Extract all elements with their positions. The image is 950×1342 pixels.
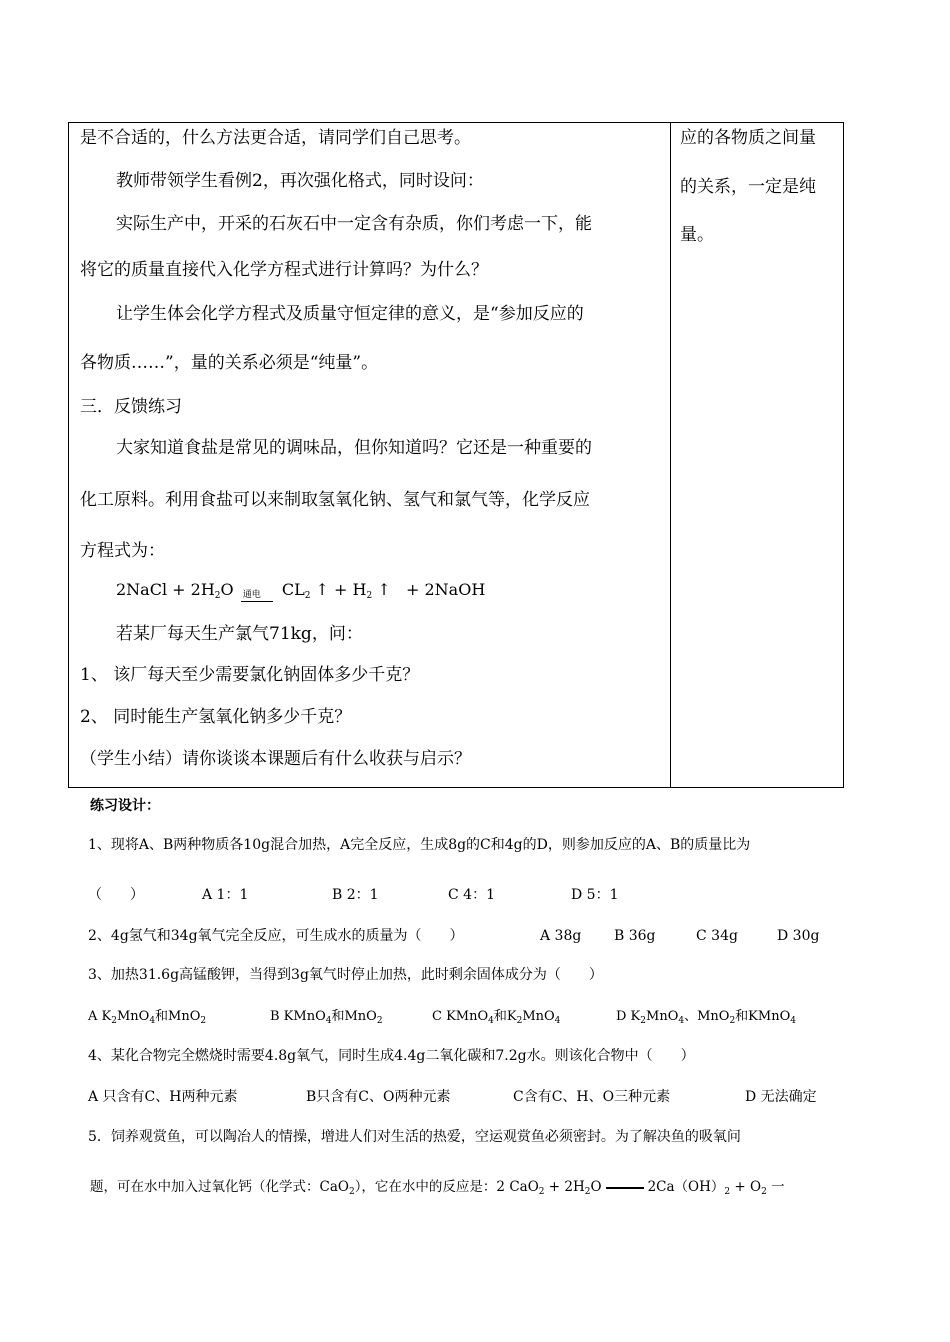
- table-line: 若某厂每天生产氯气71kg，问：: [116, 624, 363, 644]
- option: C 4：1: [448, 887, 495, 903]
- equation-dash: [606, 1187, 644, 1189]
- chemical-equation: 2NaCl + $2H_2O$ 通电 $CL_2$ ↑ + $H_2$ ↑ + 2NaOH: [116, 580, 486, 601]
- table-line: 2、 同时能生产氢氧化钠多少千克？: [80, 707, 352, 727]
- question-2: 2、4g氢气和34g氧气完全反应，可生成水的质量为（ ）: [88, 928, 464, 944]
- question-5-line2: 题，可在水中加入过氧化钙（化学式：CaO$_2$），它在水中的反应是：2 $CaO_2 + 2H_2O$ $2Ca(OH)_2 + O_2$ 一: [90, 1179, 785, 1197]
- option: B KMnO$_4$和MnO$_2$: [270, 1009, 383, 1026]
- table-line: 教师带领学生看例2，再次强化格式，同时设问：: [116, 171, 484, 191]
- option: C KMnO$_4$和$K_2MnO_4$: [432, 1009, 561, 1026]
- question-1-blank: （ ）: [88, 887, 144, 903]
- option: A $K_2MnO_4$和MnO$_2$: [88, 1009, 207, 1026]
- section-heading: 三．反馈练习: [80, 397, 182, 417]
- note-line: 量。: [680, 225, 714, 245]
- reaction-line: [241, 601, 273, 602]
- table-line: 让学生体会化学方程式及质量守恒定律的意义，是“参加反应的: [116, 304, 584, 324]
- option: A 1：1: [202, 887, 249, 903]
- question-4: 4、某化合物完全燃烧时需要4.8g氧气，同时生成4.4g二氧化碳和7.2g水。则该化合物中（ ）: [88, 1048, 695, 1064]
- reaction-condition: 通电: [242, 590, 261, 600]
- option: D 无法确定: [745, 1089, 817, 1105]
- table-line: 各物质……”，量的关系必须是“纯量”。: [80, 353, 379, 373]
- question-5: 5．饲养观赏鱼，可以陶冶人的情操，增进人们对生活的热爱，空运观赏鱼必须密封。为了解决鱼的吸氧问: [88, 1129, 741, 1145]
- table-line: 大家知道食盐是常见的调味品，但你知道吗？它还是一种重要的: [116, 438, 592, 458]
- table-line: （学生小结）请你谈谈本课题后有什么收获与启示？: [80, 749, 471, 769]
- option: B 2：1: [332, 887, 379, 903]
- option: D $K_2MnO_4$、MnO$_2$和KMnO$_4$: [616, 1009, 796, 1026]
- option: B 36g: [614, 928, 656, 944]
- table-line: 将它的质量直接代入化学方程式进行计算吗？为什么？: [80, 260, 488, 280]
- option: C含有C、H、O三种元素: [513, 1089, 671, 1105]
- option: D 5：1: [571, 887, 619, 903]
- table-line: 是不合适的，什么方法更合适，请同学们自己思考。: [80, 128, 471, 148]
- table-line: 化工原料。利用食盐可以来制取氢氧化钠、氢气和氯气等，化学反应: [80, 490, 590, 510]
- exercise-title: 练习设计：: [90, 798, 160, 814]
- question-1: 1、现将A、B两种物质各10g混合加热，A完全反应，生成8g的C和4g的D，则参加反应的A、B的质量比为: [88, 837, 751, 853]
- note-line: 的关系，一定是纯: [680, 177, 816, 197]
- table-line: 实际生产中，开采的石灰石中一定含有杂质，你们考虑一下，能: [116, 214, 592, 234]
- column-divider: [670, 122, 671, 788]
- table-line: 1、 该厂每天至少需要氯化钠固体多少千克？: [80, 665, 420, 685]
- option: D 30g: [777, 928, 820, 944]
- question-3: 3、加热31.6g高锰酸钾，当得到3g氧气时停止加热，此时剩余固体成分为（ ）: [88, 967, 603, 983]
- option: C 34g: [696, 928, 738, 944]
- option: A 38g: [540, 928, 582, 944]
- table-line: 方程式为：: [80, 541, 165, 561]
- option: A 只含有C、H两种元素: [88, 1089, 238, 1105]
- note-line: 应的各物质之间量: [680, 128, 816, 148]
- option: B只含有C、O两种元素: [306, 1089, 451, 1105]
